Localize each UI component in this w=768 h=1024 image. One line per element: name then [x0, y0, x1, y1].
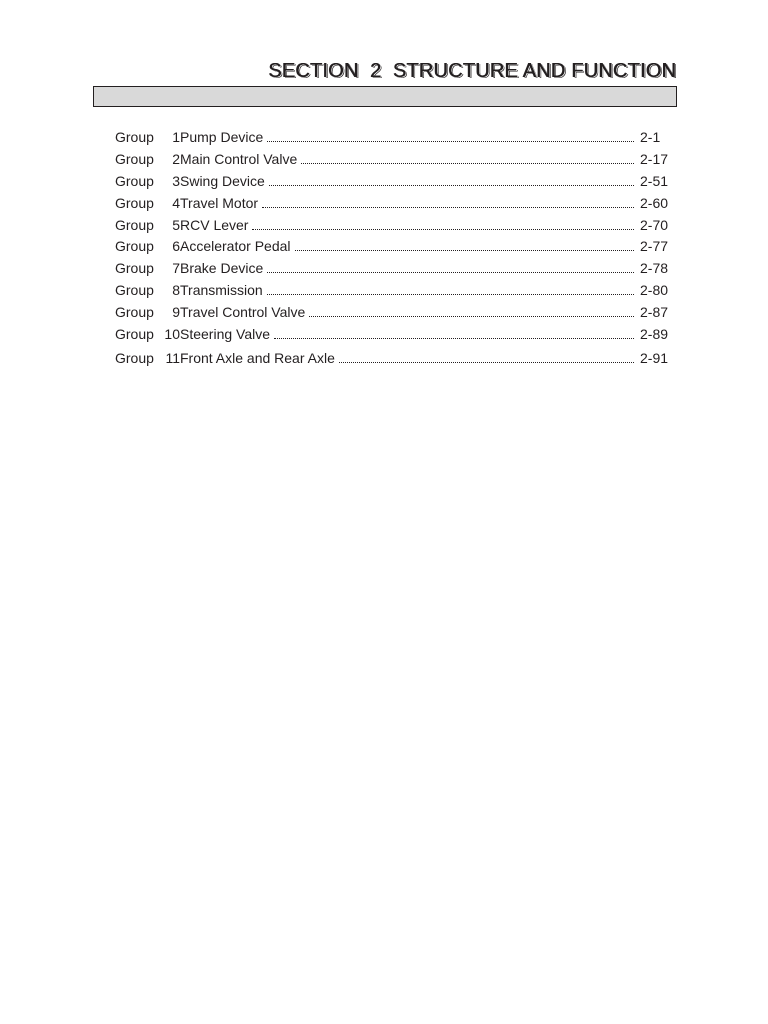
page-number: 2-70: [640, 216, 669, 233]
dot-leader: [269, 184, 634, 186]
page-number: 2-78: [640, 260, 669, 277]
page-number: 2-51: [640, 172, 669, 189]
entry-title: Main Control Valve: [180, 150, 298, 167]
dot-leader: [301, 162, 634, 164]
group-label: [115, 217, 180, 233]
entry-title: Pump Device: [180, 129, 264, 145]
group-label: [115, 195, 180, 211]
page-number: 2-87: [640, 304, 669, 321]
toc-entry[interactable]: [115, 304, 670, 326]
group-label: [115, 129, 180, 145]
page-number: 2-1: [640, 129, 661, 145]
page-number: 2-80: [640, 282, 669, 299]
group-word: Group: [115, 326, 154, 343]
dot-leader: [309, 315, 634, 317]
group-number: 8: [172, 282, 180, 299]
toc-entry[interactable]: [115, 326, 670, 348]
group-label: [115, 282, 180, 298]
page-number: 2-60: [640, 194, 669, 211]
dot-leader: [267, 271, 634, 273]
group-word: Group: [115, 194, 154, 211]
group-number: 2: [172, 150, 180, 167]
dot-leader: [274, 337, 634, 339]
table-of-contents: [115, 129, 670, 372]
group-word: Group: [115, 150, 154, 167]
group-label: [115, 326, 180, 342]
toc-entry[interactable]: [115, 173, 670, 195]
group-label: [115, 350, 180, 366]
group-number: 10: [164, 326, 180, 343]
toc-entry[interactable]: [115, 260, 670, 282]
page-number: 2-91: [640, 349, 669, 366]
group-label: [115, 173, 180, 189]
dot-leader: [262, 206, 634, 208]
group-number: 11: [165, 349, 180, 366]
group-label: [115, 304, 180, 320]
group-word: Group: [115, 304, 154, 321]
entry-title: Travel Motor: [180, 194, 259, 211]
entry-title: Front Axle and Rear Axle: [180, 349, 335, 366]
group-word: Group: [115, 172, 154, 189]
group-number: 4: [172, 194, 180, 211]
dot-leader: [252, 228, 634, 230]
toc-entry[interactable]: [115, 195, 670, 217]
group-word: Group: [115, 129, 154, 145]
title-bar: [93, 86, 677, 107]
toc-entry[interactable]: [115, 282, 670, 304]
group-number: 9: [172, 304, 180, 321]
section-title: SECTION 2 STRUCTURE AND FUNCTION: [268, 60, 676, 82]
group-number: 3: [172, 172, 180, 189]
toc-entry[interactable]: [115, 217, 670, 239]
group-label: [115, 151, 180, 167]
entry-title: Accelerator Pedal: [180, 238, 291, 255]
group-label: [115, 238, 180, 254]
page-number: 2-77: [640, 238, 669, 255]
group-word: Group: [115, 216, 154, 233]
group-word: Group: [115, 238, 154, 255]
dot-leader: [295, 249, 634, 251]
group-number: 1: [172, 129, 180, 145]
toc-entry[interactable]: [115, 129, 670, 151]
dot-leader: [267, 140, 634, 142]
entry-title: Steering Valve: [180, 326, 271, 343]
page-number: 2-89: [640, 326, 669, 343]
entry-title: Brake Device: [180, 260, 264, 277]
page-number: 2-17: [640, 150, 669, 167]
group-number: 7: [172, 260, 180, 277]
group-number: 6: [172, 238, 180, 255]
entry-title: Swing Device: [180, 172, 265, 189]
toc-entry[interactable]: [115, 238, 670, 260]
toc-entry[interactable]: [115, 350, 670, 372]
entry-title: Travel Control Valve: [180, 304, 306, 321]
group-word: Group: [115, 260, 154, 277]
entry-title: Transmission: [180, 282, 263, 299]
group-label: [115, 260, 180, 276]
entry-title: RCV Lever: [180, 216, 249, 233]
group-number: 5: [172, 216, 180, 233]
dot-leader: [339, 361, 634, 363]
dot-leader: [267, 293, 634, 295]
group-word: Group: [115, 282, 154, 299]
group-word: Group: [115, 349, 154, 366]
toc-entry[interactable]: [115, 151, 670, 173]
